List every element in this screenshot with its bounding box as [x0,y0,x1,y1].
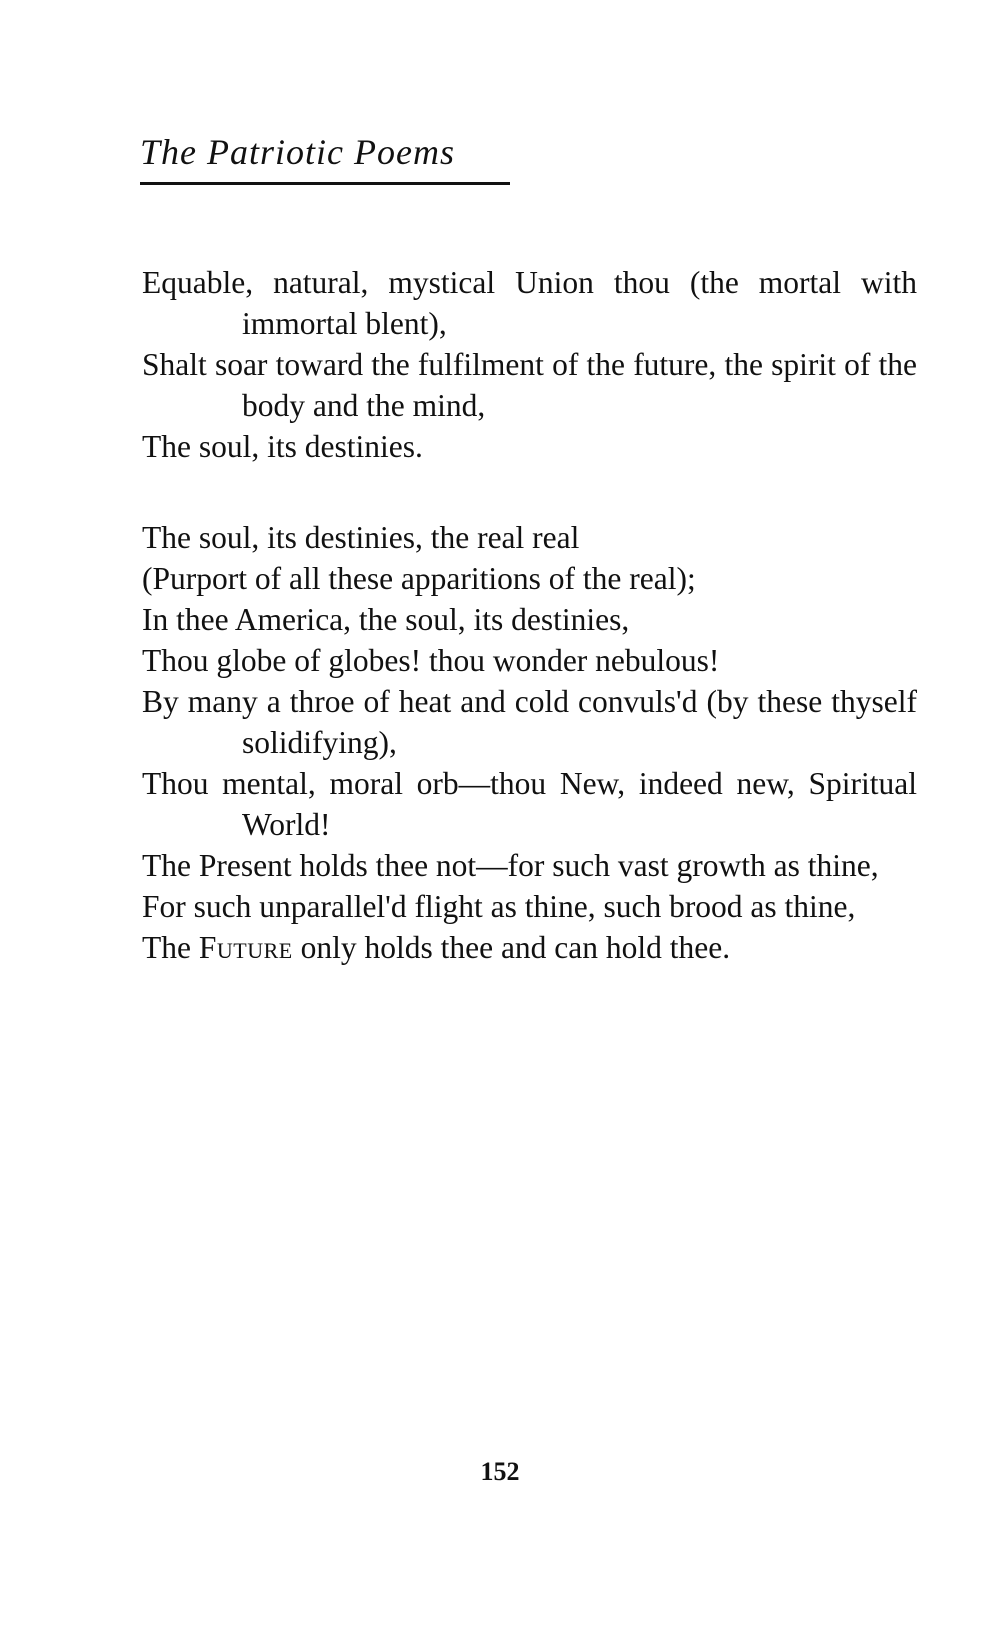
stanza-2 [142,517,917,968]
stanza-1 [142,262,917,467]
running-head: The Patriotic Poems [140,132,455,172]
poem-line: (Purport of all these apparitions of the real); [142,561,696,596]
poem-line: Thou globe of globes! thou wonder nebulous! [142,643,720,678]
poem-line: In thee America, the soul, its destinies, [142,602,630,637]
future-small-caps: Future [198,930,293,965]
poem-line-final [142,927,917,968]
running-head-underline [140,182,510,185]
final-line-start: The [142,930,199,965]
final-line-end: only holds thee and can hold thee. [292,930,731,965]
poem-line: The soul, its destinies, the real real [142,520,580,555]
poem-line: The Present holds thee not—for such vast growth as thine, [142,848,879,883]
poem-line: Equable, natural, mystical Union thou (the mortal with immortal blent), [142,265,917,341]
poem-line: The soul, its destinies. [142,429,423,464]
page-number: 152 [480,1457,520,1486]
poem-line: Thou mental, moral orb—thou New, indeed new, Spiritual World! [142,766,917,842]
poem-line: By many a throe of heat and cold convuls'd (by these thyself solidifying), [142,684,917,760]
poem-line: Shalt soar toward the fulfilment of the future, the spirit of the body and the mind, [142,347,917,423]
poem-line: For such unparallel'd flight as thine, such brood as thine, [142,889,856,924]
